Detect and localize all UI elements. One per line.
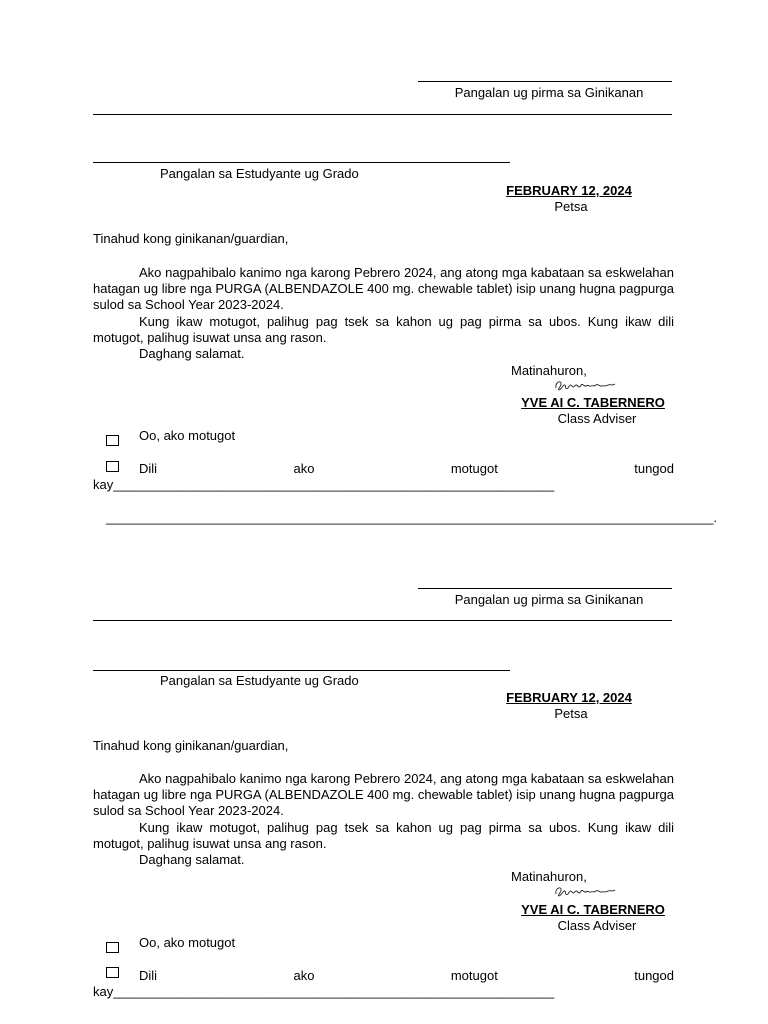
closing: Matinahuron, (511, 869, 587, 884)
divider-line (93, 114, 672, 115)
disagree-word: ako (293, 461, 315, 476)
signer-name: YVE AI C. TABERNERO (521, 395, 665, 410)
letter-paragraph-2: Kung ikaw motugot, palihug pag tsek sa kahon ug pag pirma sa ubos. Kung ikaw dili motugot, palihug isuwat unsa ang rason. (93, 314, 674, 345)
parent-signature-line[interactable] (418, 81, 672, 82)
closing: Matinahuron, (511, 363, 587, 378)
thanks-line: Daghang salamat. (139, 852, 245, 867)
agree-checkbox[interactable] (106, 435, 119, 446)
agree-label: Oo, ako motugot (139, 428, 236, 443)
letter-paragraph-1: Ako nagpahibalo kanimo nga karong Pebrero 2024, ang atong mga kabataan sa eskwelahan hatagan ug libre nga PURGA (ALBENDAZOLE 400 mg. chewable tablet) isip unang hugna pagpurga sulod sa School Year 2023-2024. (93, 265, 674, 312)
greeting: Tinahud kong ginikanan/guardian, (93, 738, 289, 753)
disagree-word: motugot (450, 968, 498, 983)
agree-checkbox[interactable] (106, 942, 119, 953)
signer-title: Class Adviser (557, 918, 637, 933)
disagree-word: tungod (634, 968, 674, 983)
student-caption: Pangalan sa Estudyante ug Grado (160, 166, 359, 181)
parent-signature-line[interactable] (418, 588, 672, 589)
letter-paragraph-2: Kung ikaw motugot, palihug pag tsek sa kahon ug pag pirma sa ubos. Kung ikaw dili motugot, palihug isuwat unsa ang rason. (93, 820, 674, 851)
date-caption: Petsa (554, 199, 588, 214)
greeting: Tinahud kong ginikanan/guardian, (93, 231, 289, 246)
disagree-checkbox[interactable] (106, 461, 119, 472)
date-value: FEBRUARY 12, 2024 (506, 183, 632, 198)
thanks-line: Daghang salamat. (139, 346, 245, 361)
reason-line-1[interactable]: kay_____________________________________________________________ (93, 984, 555, 999)
disagree-checkbox[interactable] (106, 967, 119, 978)
agree-label: Oo, ako motugot (139, 935, 236, 950)
signer-name: YVE AI C. TABERNERO (521, 902, 665, 917)
student-name-line[interactable] (93, 162, 510, 163)
signature-image (553, 885, 617, 897)
letter-paragraph-1: Ako nagpahibalo kanimo nga karong Pebrero 2024, ang atong mga kabataan sa eskwelahan hatagan ug libre nga PURGA (ALBENDAZOLE 400 mg. chewable tablet) isip unang hugna pagpurga sulod sa School Year 2023-2024. (93, 771, 674, 818)
disagree-label (139, 461, 674, 477)
date-caption: Petsa (554, 706, 588, 721)
student-name-line[interactable] (93, 670, 510, 671)
disagree-label (139, 968, 674, 984)
signer-title: Class Adviser (557, 411, 637, 426)
student-caption: Pangalan sa Estudyante ug Grado (160, 673, 359, 688)
disagree-word: motugot (450, 461, 498, 476)
disagree-word: tungod (634, 461, 674, 476)
disagree-word: Dili (139, 968, 158, 983)
signature-image (553, 379, 617, 391)
parent-caption: Pangalan ug pirma sa Ginikanan (454, 85, 644, 100)
reason-line-1[interactable]: kay_____________________________________________________________ (93, 477, 555, 492)
reason-line-2[interactable]: ____________________________________________________________________________________. (106, 510, 717, 525)
divider-line (93, 620, 672, 621)
disagree-word: Dili (139, 461, 158, 476)
parent-caption: Pangalan ug pirma sa Ginikanan (454, 592, 644, 607)
date-value: FEBRUARY 12, 2024 (506, 690, 632, 705)
disagree-word: ako (293, 968, 315, 983)
